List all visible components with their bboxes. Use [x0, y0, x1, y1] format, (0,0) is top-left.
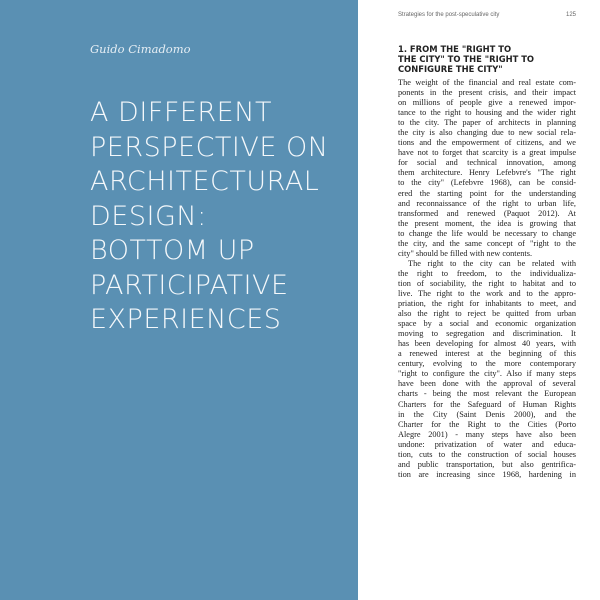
text-line: "right to configure the city". Also if many steps [398, 369, 576, 379]
text-line: live. The right to the work and to the appro- [398, 288, 576, 298]
chapter-title-line: PARTICIPATIVE [90, 269, 289, 301]
text-line: ponents in the present crisis, and their impact [398, 88, 576, 98]
text-line: have been done with the approval of several [398, 379, 576, 389]
text-line: and reconnaissance of the right to urban life, [398, 198, 576, 208]
text-line: ered the starting point for the understanding [398, 188, 576, 198]
section-heading [398, 44, 576, 74]
text-line: The right to the city can be related with [408, 258, 576, 268]
text-line: tance to the right to housing and the wider right [398, 108, 576, 118]
text-line: transformed and renewed (Paquot 2012). At [398, 208, 576, 218]
paragraph [398, 78, 576, 259]
text-line: tions and the empowerment of citizens, and we [398, 138, 576, 148]
text-line: also the right to reject be quitted from urban [398, 309, 576, 319]
section-heading-line: 1. FROM THE "RIGHT TO [398, 44, 512, 54]
text-line: city" should be filled with new contents. [398, 248, 533, 258]
text-line: space by a social and economic organization [398, 319, 576, 329]
running-title: Strategies for the post-speculative city [398, 12, 500, 18]
author-name: Guido Cimadomo [90, 42, 191, 56]
text-line: to change the life would be necessary to change [398, 228, 576, 238]
text-line: century, evolving to the more contemporary [398, 359, 576, 369]
text-line: the city is also changing due to new social rela- [398, 128, 576, 138]
text-line: Charters for the Safeguard of Human Rights [398, 399, 576, 409]
text-line: the city, and the same concept of "right to the [398, 238, 576, 248]
text-line: to the city" (Lefebvre 1968), can be consid- [398, 178, 576, 188]
text-line: the present moment, the idea is growing that [398, 218, 576, 228]
text-line: to the city. The paper of architects in planning [398, 118, 576, 128]
paragraph [398, 259, 576, 480]
section-heading-line: THE CITY" TO THE "RIGHT TO [398, 54, 535, 64]
text-line: undone: privatization of water and educa- [398, 439, 576, 449]
chapter-title-line: ARCHITECTURAL [90, 166, 320, 197]
text-line: the right to freedom, to the individualiza- [398, 268, 576, 278]
text-line: Alegre 2001) - many steps have also been [398, 429, 576, 439]
running-header [398, 12, 576, 18]
text-line: and public transportation, but also gentrifica- [398, 459, 576, 469]
text-line: them architecture. Henry Lefebvre's "The right [398, 168, 576, 178]
text-line: moving to segregation and discrimination. It [398, 329, 576, 339]
right-page [358, 0, 600, 600]
chapter-title [90, 96, 328, 338]
text-line: tion of sociability, the right to habitat and to [398, 278, 576, 288]
text-line: charts - being the most relevant the European [398, 389, 576, 399]
text-line: for social and technical innovation, among [398, 158, 576, 168]
chapter-title-line: PERSPECTIVE ON [90, 131, 329, 163]
text-line: on millions of people give a renewed impor- [398, 98, 576, 108]
text-line: tion, cuts to the construction of social houses [398, 449, 576, 459]
text-line: priation, the right for inhabitants to meet, and [398, 299, 576, 309]
body-text [398, 78, 576, 480]
text-line: The weight of the financial and real estate com- [398, 78, 576, 87]
text-line: tion are increasing since 1968, hardening in [398, 469, 576, 479]
chapter-title-line: DESIGN: [90, 200, 207, 232]
text-line: has been developing for almost 40 years, with [398, 339, 576, 349]
chapter-title-line: A DIFFERENT [90, 97, 272, 128]
chapter-title-line: BOTTOM UP [90, 235, 255, 266]
text-line: have not to forget that scarcity is a great impulse [398, 148, 576, 158]
section-heading-line: CONFIGURE THE CITY" [398, 64, 503, 74]
page-number: 125 [565, 12, 576, 18]
text-line: Charter for the Right to the Cities (Porto [398, 419, 576, 429]
text-line: a renewed interest at the beginning of this [398, 349, 576, 359]
chapter-title-line: EXPERIENCES [90, 304, 282, 335]
text-line: in the City (Saint Denis 2000), and the [398, 409, 576, 419]
